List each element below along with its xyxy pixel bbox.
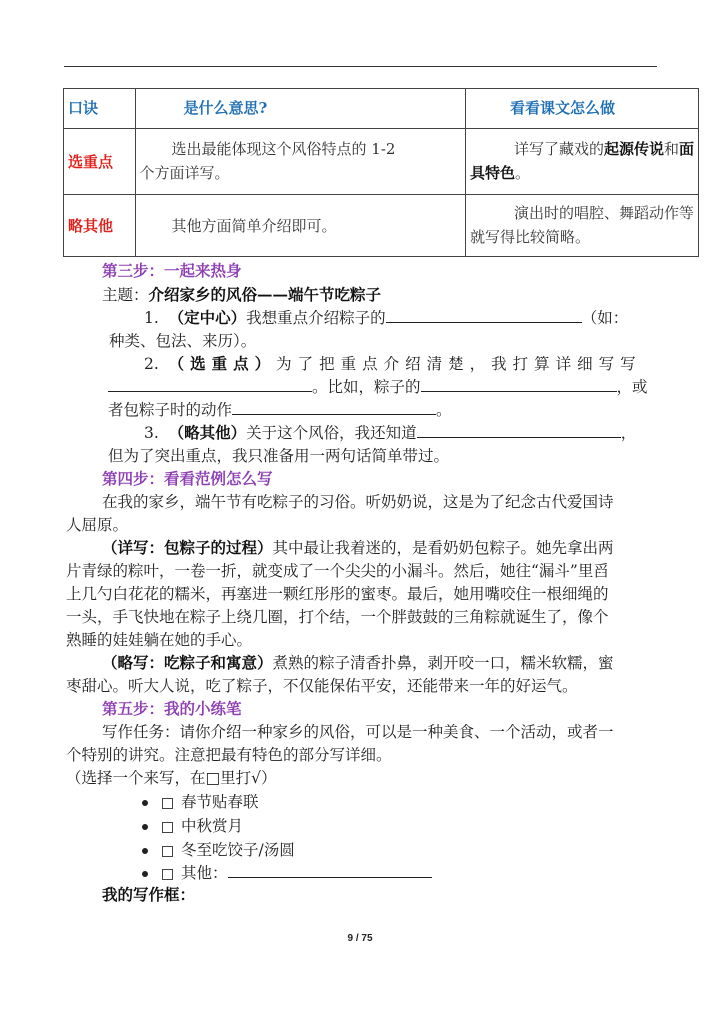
item2-blank2[interactable]: [421, 376, 617, 392]
option-label: 其他：: [181, 864, 228, 882]
header-rule: [64, 66, 657, 67]
row1-practice-l2: [470, 161, 694, 185]
theme-value: 介绍家乡的风俗——端午节吃粽子: [148, 285, 382, 304]
item3-num: 3.: [144, 424, 159, 442]
item2-num: 2.: [144, 355, 159, 373]
option-item[interactable]: [142, 839, 295, 861]
item3-text: 关于这个风俗，我还知道: [246, 424, 417, 442]
option-item[interactable]: [142, 862, 432, 884]
item2-l2-b: ，或: [616, 378, 648, 396]
step5-task-l1: 写作任务：请你介绍一种家乡的风俗，可以是一种美食、一个活动，或者一: [102, 723, 614, 741]
row1-meaning: [135, 129, 465, 195]
item1-text: 我想重点介绍粽子的: [246, 309, 386, 327]
checkbox-icon[interactable]: [162, 846, 173, 857]
table-row: [64, 195, 699, 257]
step3-item3: [144, 422, 636, 444]
bullet-icon: [142, 824, 148, 830]
option-label: 中秋赏月: [181, 817, 244, 835]
row1-meaning-l2: 个方面详写。: [139, 164, 230, 182]
other-blank[interactable]: [228, 862, 432, 878]
step5-heading: 第五步：我的小练笔: [102, 699, 242, 718]
bullet-icon: [142, 871, 148, 877]
item3-tag: （略其他）: [168, 423, 247, 442]
checkbox-icon[interactable]: [162, 822, 173, 833]
step3-item3-l2: 但为了突出重点，我只准备用一两句话简单带过。: [108, 447, 450, 465]
row1-practice-a: 详写了藏戏的: [513, 140, 604, 158]
p3-l1: 煮熟的粽子清香扑鼻，剥开咬一口，糯米软糯，蜜: [272, 654, 614, 672]
item2-text: 为了把重点介绍清楚，我打算详细写写: [276, 355, 642, 373]
bullet-icon: [142, 848, 148, 854]
step3-item1-l2: 种类、包法、来历）。: [109, 332, 257, 350]
row1-practice-b: 起源传说: [603, 140, 664, 158]
page-number: 9 / 75: [347, 933, 373, 944]
row2-meaning: 其他方面简单介绍即可。: [135, 195, 465, 257]
step4-p2-l1: [102, 537, 614, 559]
item1-num: 1.: [144, 309, 159, 327]
step4-p1-l1: 在我的家乡，端午节有吃粽子的习俗。听奶奶说，这是为了纪念古代爱国诗: [102, 493, 614, 511]
row1-practice: [465, 129, 698, 195]
theme-label: 主题：: [102, 286, 149, 304]
tips-table: [63, 88, 699, 257]
row1-practice-d: 面: [678, 140, 694, 158]
p2-l1: 其中最让我着迷的，是看奶奶包粽子。她先拿出两: [272, 539, 614, 557]
step4-p3-l2: 枣甜心。听大人说，吃了粽子，不仅能保佑平安，还能带来一年的好运气。: [66, 677, 578, 695]
step3-item2-l2: [108, 376, 648, 398]
item2-l2-a: 。比如，粽子的: [312, 378, 421, 396]
item3-blank[interactable]: [417, 422, 621, 438]
step4-p2-l2: 片青绿的粽叶，一卷一折，就变成了一个尖尖的小漏斗。然后，她往“漏斗”里舀: [66, 562, 609, 580]
step3-item1: [144, 307, 628, 329]
header-col3: 看看课文怎么做: [465, 89, 698, 129]
row1-practice-l1: [470, 137, 694, 161]
row1-meaning-l1: 选出最能体现这个风俗特点的 1-2: [171, 140, 396, 158]
step4-heading: 第四步：看看范例怎么写: [102, 469, 273, 488]
table-header-row: [64, 89, 699, 129]
step3-item2-l3: [108, 399, 452, 421]
row1-practice-c: 和: [663, 140, 679, 158]
row2-practice: [465, 195, 698, 257]
item2-l3-b: 。: [436, 401, 452, 419]
checkbox-icon[interactable]: [162, 869, 173, 880]
step4-p2-l5: 熟睡的娃娃躺在她的手心。: [66, 631, 253, 649]
row1-key: 选重点: [64, 129, 136, 195]
step3-theme: [102, 284, 381, 306]
p3-tag: （略写：吃粽子和寓意）: [102, 653, 273, 672]
step5-choose-hint: （选择一个来写，在□里打√）: [66, 769, 277, 787]
row1-practice-e: 具特色: [469, 164, 515, 182]
header-col2: 是什么意思?: [135, 89, 465, 129]
item1-blank[interactable]: [386, 307, 582, 323]
bullet-icon: [142, 800, 148, 806]
p2-tag: （详写：包粽子的过程）: [102, 538, 273, 557]
item3-tail: ，: [620, 424, 637, 442]
step4-p2-l4: 一头，手飞快地在粽子上绕几圈，打个结，一个胖鼓鼓的三角粽就诞生了，像个: [66, 608, 609, 626]
row2-practice-l2: 就写得比较简略。: [469, 228, 590, 246]
option-label: 冬至吃饺子/汤圆: [181, 841, 295, 859]
option-item[interactable]: [142, 815, 243, 837]
step4-p1-l2: 人屈原。: [66, 516, 129, 534]
step3-heading: 第三步：一起来热身: [102, 261, 242, 280]
checkbox-icon[interactable]: [162, 798, 173, 809]
item2-tag: （选重点）: [168, 354, 277, 373]
row2-key: 略其他: [64, 195, 136, 257]
item1-tag: （定中心）: [168, 308, 247, 327]
row1-practice-f: 。: [514, 164, 530, 182]
step3-item2: [144, 353, 642, 375]
option-item[interactable]: [142, 791, 259, 813]
writing-box-label: 我的写作框：: [102, 885, 196, 904]
table-row: [64, 129, 699, 195]
row2-practice-l1: 演出时的唱腔、舞蹈动作等: [513, 204, 694, 222]
header-col1: 口诀: [64, 89, 136, 129]
item2-blank3[interactable]: [232, 399, 436, 415]
item2-l3-a: 者包粽子时的动作: [108, 401, 233, 419]
step5-task-l2: 个特别的讲究。注意把最有特色的部分写详细。: [66, 746, 392, 764]
item2-blank1[interactable]: [108, 376, 312, 392]
item1-tail: （如：: [581, 309, 629, 327]
option-label: 春节贴春联: [181, 793, 259, 811]
step4-p2-l3: 上几勺白花花的糯米，再塞进一颗红彤彤的蜜枣。最后，她用嘴咬住一根细绳的: [66, 585, 609, 603]
step4-p3-l1: [102, 652, 614, 674]
